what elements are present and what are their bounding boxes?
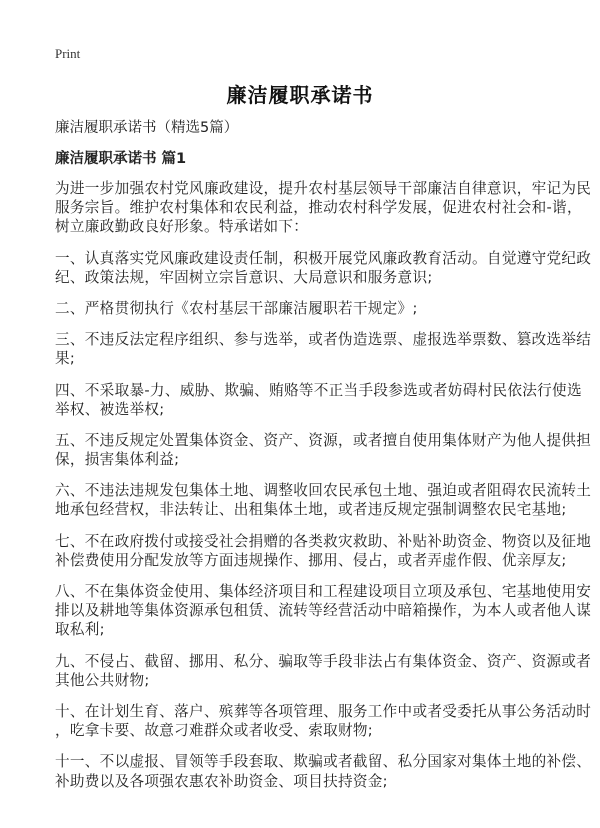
paragraph-line: 果; [55, 350, 76, 368]
document-subtitle: 廉洁履职承诺书（精选5篇） [55, 120, 239, 136]
paragraph [55, 179, 592, 237]
paragraph-line: 三、不违反法定程序组织、参与选举，或者伪造选票、虚报选举票数、篡改选举结 [55, 331, 592, 349]
print-link[interactable]: Print [55, 46, 81, 61]
paragraph-line: 十、在计划生育、落户、殡葬等各项管理、服务工作中或者受委托从事公务活动时 [55, 702, 592, 720]
paragraph-line: 服务宗旨。维护农村集体和农民利益，推动农村科学发展，促进农村社会和-谐， [55, 199, 582, 217]
document-body [55, 118, 592, 803]
paragraph-line: 树立廉政勤政良好形象。特承诺如下： [55, 218, 309, 236]
paragraph-line: 一、认真落实党风廉政建设责任制，积极开展党风廉政教育活动。自觉遵守党纪政 [55, 249, 592, 267]
paragraph [55, 330, 592, 368]
paragraph-line: 举权、被选举权; [55, 400, 165, 418]
paragraph-list [55, 179, 592, 791]
paragraph [55, 752, 592, 790]
paragraph-line: 取私利; [55, 621, 105, 639]
paragraph-line: 保，损害集体利益; [55, 451, 180, 469]
paragraph-line: 地承包经营权，非法转让、出租集体土地，或者违反规定强制调整农民宅基地; [55, 501, 567, 519]
paragraph [55, 652, 592, 690]
paragraph-line: 补助费以及各项强农惠农补助资金、项目扶持资金; [55, 772, 388, 790]
document-title: 廉洁履职承诺书 [226, 83, 374, 107]
paragraph-line: 九、不侵占、截留、挪用、私分、骗取等手段非法占有集体资金、资产、资源或者 [55, 652, 592, 670]
paragraph-line: 为进一步加强农村党风廉政建设，提升农村基层领导干部廉洁自律意识，牢记为民 [55, 180, 592, 197]
paragraph [55, 532, 592, 570]
paragraph-line: 其他公共财物; [55, 671, 150, 689]
paragraph [55, 381, 582, 419]
paragraph-line: 补偿费使用分配发放等方面违规操作、挪用、侵占，或者弄虚作假、优亲厚友; [55, 551, 567, 569]
paragraph-line: 四、不采取暴-力、威胁、欺骗、贿赂等不正当手段参选或者妨碍村民依法行使选 [55, 381, 582, 399]
paragraph-line: 七、不在政府拨付或接受社会捐赠的各类救灾救助、补贴补助资金、物资以及征地 [55, 532, 592, 550]
paragraph-line: 十一、不以虚报、冒领等手段套取、欺骗或者截留、私分国家对集体土地的补偿、 [55, 753, 592, 771]
paragraph-line: ，吃拿卡要、故意刁难群众或者收受、索取财物; [55, 722, 373, 740]
paragraph [55, 431, 592, 469]
paragraph-line: 五、不违反规定处置集体资金、资产、资源，或者擅自使用集体财产为他人提供担 [55, 431, 592, 449]
paragraph-line: 二、严格贯彻执行《农村基层干部廉洁履职若干规定》; [55, 299, 418, 317]
paragraph-line: 排以及耕地等集体资源承包租赁、流转等经营活动中暗箱操作，为本人或者他人谋 [55, 602, 592, 620]
paragraph [55, 582, 592, 640]
paragraph [55, 481, 592, 519]
paragraph [55, 702, 592, 740]
paragraph-line: 六、不违法违规发包集体土地、调整收回农民承包土地、强迫或者阻碍农民流转土 [55, 482, 592, 500]
section-heading: 廉洁履职承诺书 篇1 [55, 151, 187, 167]
paragraph [55, 249, 592, 287]
paragraph-line: 纪、政策法规，牢固树立宗旨意识、大局意识和服务意识; [55, 268, 433, 286]
paragraph [55, 299, 555, 318]
paragraph-line: 八、不在集体资金使用、集体经济项目和工程建设项目立项及承包、宅基地使用安 [55, 583, 592, 600]
